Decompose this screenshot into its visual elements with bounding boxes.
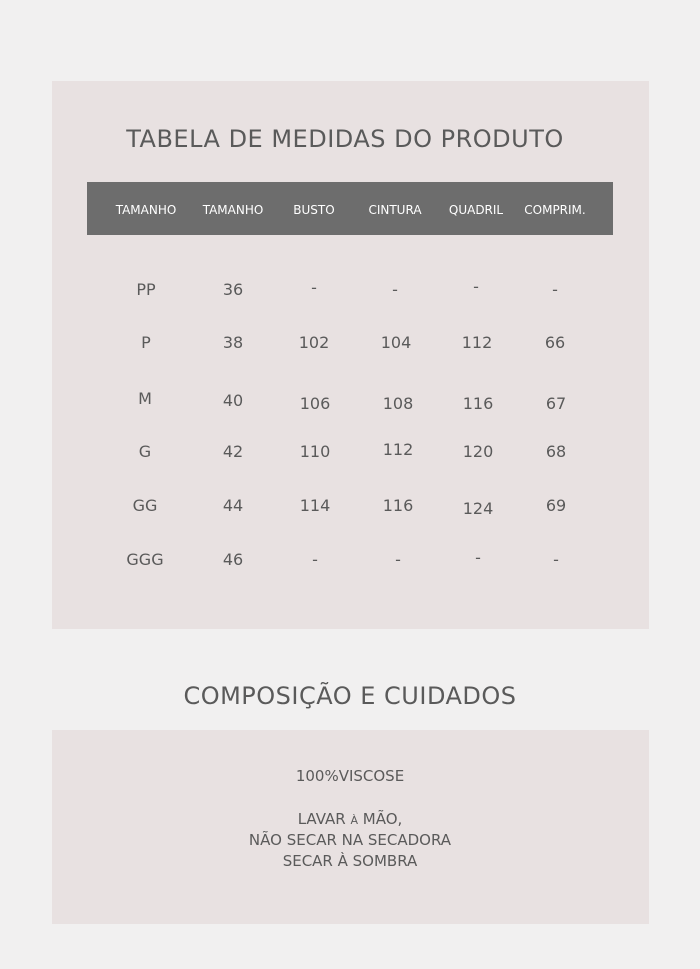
wash-prefix: LAVAR xyxy=(297,810,351,828)
cell-size-number: 38 xyxy=(222,333,244,352)
cell-bust: - xyxy=(311,278,317,297)
table-row xyxy=(0,333,700,363)
cell-waist: 104 xyxy=(380,333,412,352)
header-size-number: TAMANHO xyxy=(202,203,264,217)
wash-instruction xyxy=(0,810,700,828)
table-header xyxy=(87,182,613,235)
cell-size-letter: GG xyxy=(132,496,158,515)
cell-waist: 116 xyxy=(382,496,414,515)
cell-size-letter: M xyxy=(138,389,152,408)
care-title: COMPOSIÇÃO E CUIDADOS xyxy=(183,682,517,710)
cell-hip: - xyxy=(475,548,481,567)
cell-size-letter: PP xyxy=(136,280,156,299)
cell-size-number: 44 xyxy=(222,496,244,515)
cell-size-number: 46 xyxy=(222,550,244,569)
table-row xyxy=(0,496,700,526)
cell-bust: 110 xyxy=(299,442,331,461)
composition-text: 100%VISCOSE xyxy=(295,767,405,785)
header-bust: BUSTO xyxy=(293,203,335,217)
cell-length: - xyxy=(552,280,558,299)
cell-hip: 120 xyxy=(462,442,494,461)
cell-size-number: 42 xyxy=(222,442,244,461)
header-length: COMPRIM. xyxy=(524,203,586,217)
dry-instruction: NÃO SECAR NA SECADORA xyxy=(248,831,452,849)
header-size-letter: TAMANHO xyxy=(115,203,177,217)
wash-a: À xyxy=(350,814,358,827)
cell-hip: - xyxy=(473,277,479,296)
cell-size-number: 36 xyxy=(222,280,244,299)
cell-hip: 124 xyxy=(462,499,494,518)
cell-length: 66 xyxy=(544,333,566,352)
table-row xyxy=(0,389,700,419)
cell-waist: 108 xyxy=(382,394,414,413)
cell-waist: - xyxy=(395,550,401,569)
cell-bust: 102 xyxy=(298,333,330,352)
header-waist: CINTURA xyxy=(368,203,422,217)
header-hip: QUADRIL xyxy=(448,203,504,217)
cell-bust: 106 xyxy=(299,394,331,413)
cell-length: 69 xyxy=(545,496,567,515)
cell-length: 68 xyxy=(545,442,567,461)
cell-size-letter: GGG xyxy=(126,550,164,569)
cell-size-letter: P xyxy=(141,333,151,352)
cell-waist: 112 xyxy=(382,440,414,459)
table-row xyxy=(0,277,700,310)
cell-length: 67 xyxy=(545,394,567,413)
cell-length: - xyxy=(553,550,559,569)
cell-waist: - xyxy=(392,280,398,299)
table-row xyxy=(0,442,700,472)
cell-bust: 114 xyxy=(299,496,331,515)
cell-size-letter: G xyxy=(138,442,152,461)
cell-hip: 112 xyxy=(461,333,493,352)
cell-hip: 116 xyxy=(462,394,494,413)
cell-bust: - xyxy=(312,550,318,569)
wash-suffix: MÃO, xyxy=(358,810,403,828)
shade-instruction: SECAR À SOMBRA xyxy=(282,852,418,870)
cell-size-number: 40 xyxy=(222,391,244,410)
table-row xyxy=(0,550,700,580)
measures-title: TABELA DE MEDIDAS DO PRODUTO xyxy=(126,125,564,153)
